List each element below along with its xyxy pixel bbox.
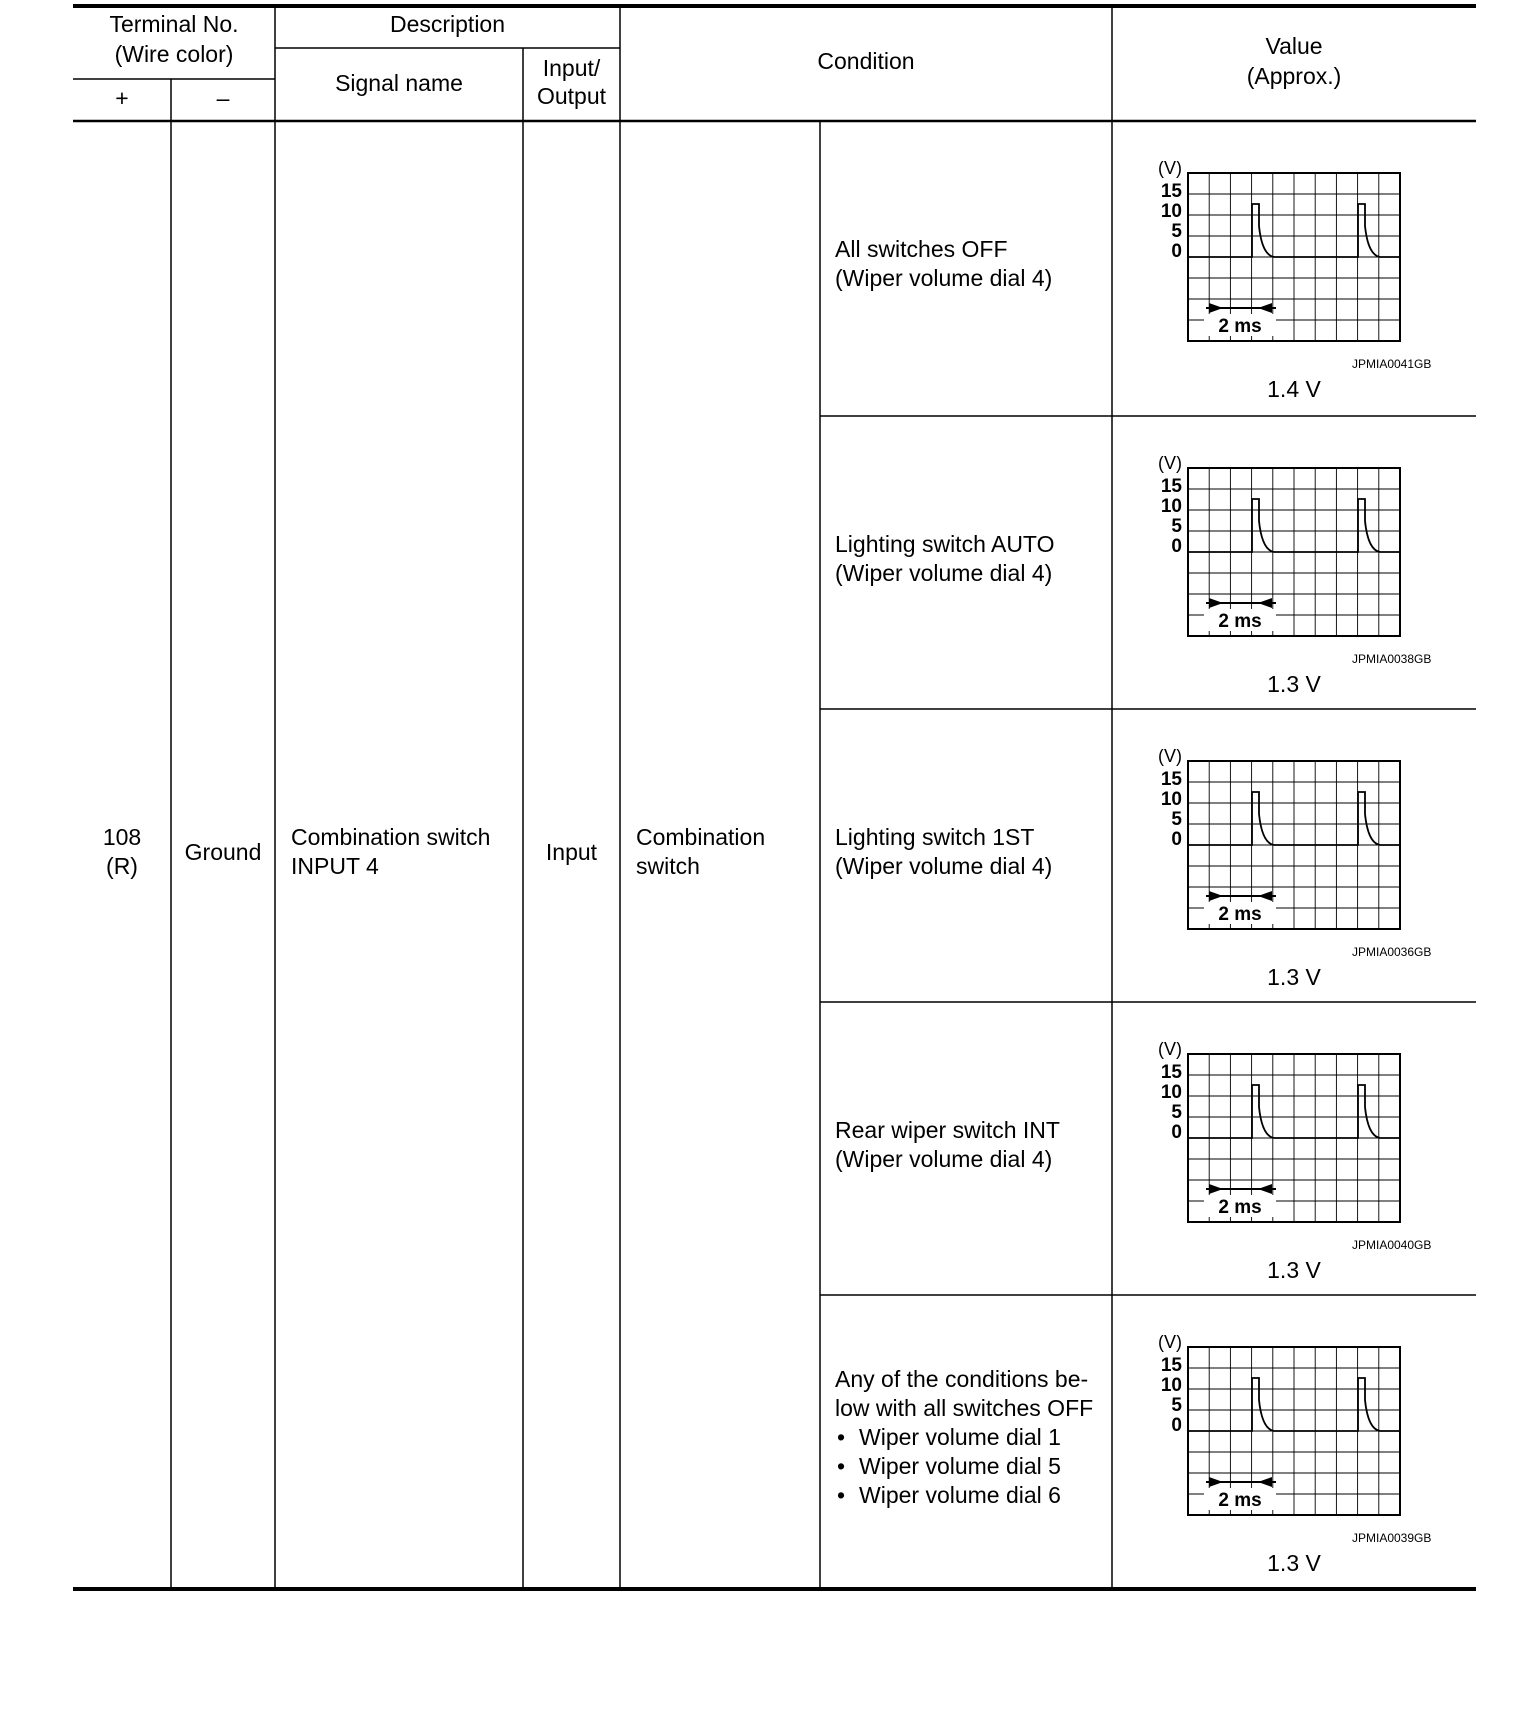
header-minus: – [216,85,230,111]
sub-condition [835,1116,1060,1174]
oscilloscope-waveform [1150,161,1410,351]
condition-main-line2: switch [636,853,700,879]
terminal-wire-color: (R) [106,853,138,879]
sub-condition-line: Any of the conditions be- [835,1366,1089,1392]
scope-y-tick: 15 [1160,769,1182,790]
sub-condition [835,235,1052,293]
scope-y-tick: 5 [1171,1395,1182,1416]
scope-y-tick: 5 [1171,1102,1182,1123]
header-signal-name: Signal name [335,70,463,96]
figure-code: JPMIA0039GB [1352,1531,1432,1545]
scope-time-arrow [1209,1477,1223,1487]
scope-y-tick: 5 [1171,516,1182,537]
condition-main-line1: Combination [636,824,766,850]
scope-time-arrow [1258,303,1272,313]
terminal-number: 108 [102,824,142,850]
value-approx: 1.4 V [1267,376,1321,402]
scope-y-tick: 0 [1171,829,1182,850]
sub-condition-line: (Wiper volume dial 4) [835,560,1053,586]
scope-time-label: 2 ms [1218,611,1262,632]
scope-time-arrow [1258,598,1272,608]
sub-condition-bullets [835,1423,1093,1510]
scope-y-tick: 15 [1160,1062,1182,1083]
scope-y-tick: 10 [1160,201,1182,222]
scope-y-tick: 15 [1160,476,1182,497]
sub-condition-line: All switches OFF [835,236,1008,262]
signal-name-line1: Combination switch [291,824,491,850]
scope-y-tick: 10 [1160,496,1182,517]
header-wire-color: (Wire color) [114,41,234,67]
scope-time-arrow [1209,1184,1223,1194]
scope-unit-label: (V) [1158,1335,1182,1352]
oscilloscope-waveform [1150,749,1410,939]
scope-time-label: 2 ms [1218,1197,1262,1218]
sub-condition-line: (Wiper volume dial 4) [835,265,1053,291]
scope-time-label: 2 ms [1218,1490,1262,1511]
header-description: Description [389,11,506,37]
value-approx: 1.3 V [1267,964,1321,990]
header-terminal-no: Terminal No. [109,11,239,37]
sub-condition-bullet-item: • Wiper volume dial 6 [835,1481,1093,1510]
oscilloscope-waveform [1150,1042,1410,1232]
scope-y-tick: 0 [1171,241,1182,262]
scope-y-tick: 5 [1171,809,1182,830]
scope-y-tick: 15 [1160,1355,1182,1376]
figure-code: JPMIA0041GB [1352,357,1432,371]
scope-unit-label: (V) [1158,456,1182,473]
terminal-minus-ground: Ground [184,839,262,865]
scope-y-tick: 5 [1171,221,1182,242]
scope-y-tick: 10 [1160,1082,1182,1103]
scope-time-label: 2 ms [1218,904,1262,925]
sub-condition-line: low with all switches OFF [835,1395,1094,1421]
scope-unit-label: (V) [1158,749,1182,766]
header-plus: + [115,85,129,111]
sub-condition [835,823,1052,881]
sub-condition-line: (Wiper volume dial 4) [835,1146,1053,1172]
sub-condition-line: Rear wiper switch INT [835,1117,1060,1143]
figure-code: JPMIA0036GB [1352,945,1432,959]
scope-y-tick: 0 [1171,1122,1182,1143]
scope-time-arrow [1209,598,1223,608]
oscilloscope-waveform [1150,1335,1410,1525]
scope-y-tick: 10 [1160,1375,1182,1396]
scope-time-arrow [1258,891,1272,901]
sub-condition-bullet-item: • Wiper volume dial 1 [835,1423,1093,1452]
value-approx: 1.3 V [1267,1550,1321,1576]
scope-time-arrow [1258,1184,1272,1194]
header-condition: Condition [817,48,915,74]
sub-condition-line: Lighting switch AUTO [835,531,1055,557]
header-value-line1: Value [1265,33,1323,59]
scope-y-tick: 10 [1160,789,1182,810]
sub-condition [835,1365,1093,1510]
sub-condition-line: Lighting switch 1ST [835,824,1035,850]
scope-unit-label: (V) [1158,1042,1182,1059]
figure-code: JPMIA0038GB [1352,652,1432,666]
sub-condition-line: (Wiper volume dial 4) [835,853,1053,879]
scope-time-arrow [1209,891,1223,901]
scope-y-tick: 0 [1171,536,1182,557]
oscilloscope-waveform [1150,456,1410,646]
header-value-line2: (Approx.) [1246,63,1342,89]
header-input-output-line2: Output [536,83,607,109]
scope-time-arrow [1209,303,1223,313]
signal-name-line2: INPUT 4 [291,853,379,879]
signal-io: Input [545,839,598,865]
sub-condition-bullet-item: • Wiper volume dial 5 [835,1452,1093,1481]
figure-code: JPMIA0040GB [1352,1238,1432,1252]
value-approx: 1.3 V [1267,1257,1321,1283]
scope-y-tick: 0 [1171,1415,1182,1436]
scope-time-label: 2 ms [1218,316,1262,337]
sub-condition [835,530,1054,588]
scope-y-tick: 15 [1160,181,1182,202]
value-approx: 1.3 V [1267,671,1321,697]
scope-time-arrow [1258,1477,1272,1487]
header-input-output-line1: Input/ [542,55,601,81]
scope-unit-label: (V) [1158,161,1182,178]
